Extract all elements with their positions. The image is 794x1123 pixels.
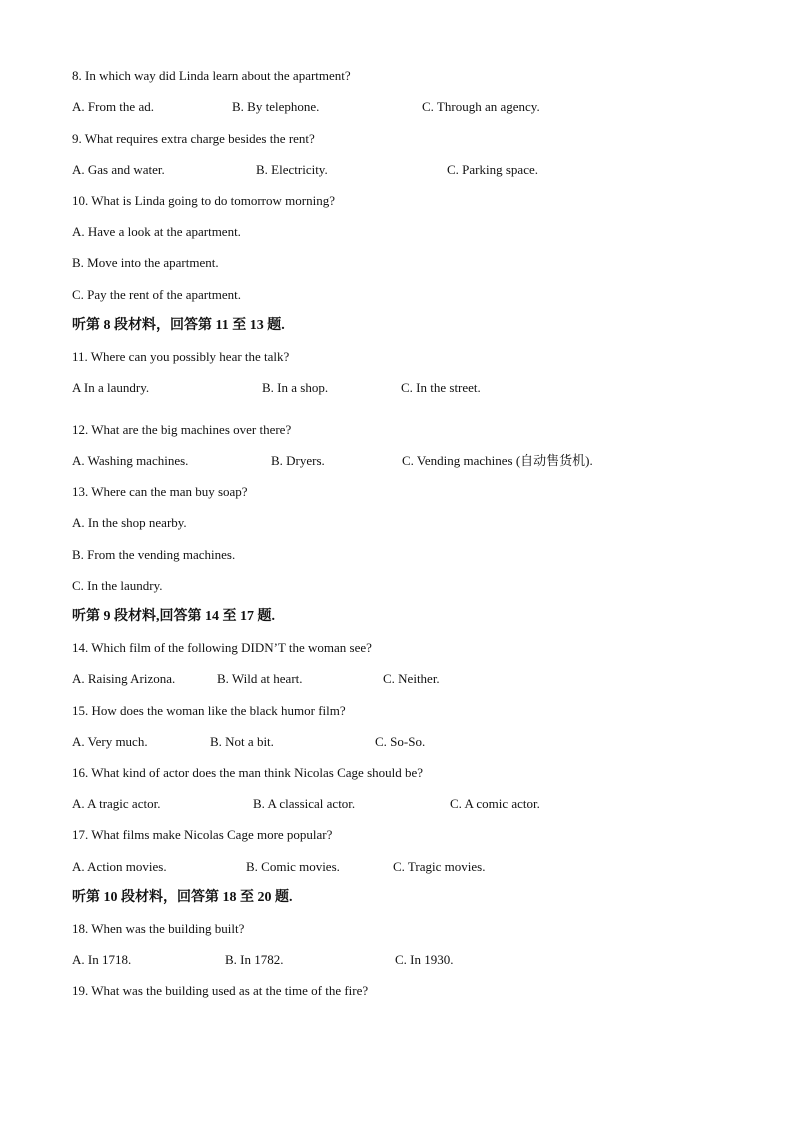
q11-option-a: A In a laundry. [72, 380, 150, 395]
section-heading-10: 听第 10 段材料，回答第 18 至 20 题. [72, 890, 293, 905]
q11-option-b: B. In a shop. [262, 380, 329, 395]
q17-option-b: B. Comic movies. [246, 859, 340, 874]
q16-option-c: C. A comic actor. [450, 796, 540, 811]
q15-option-a: A. Very much. [72, 734, 148, 749]
q17-option-a: A. Action movies. [72, 859, 167, 874]
q18-option-b: B. In 1782. [225, 952, 284, 967]
question-12: 12. What are the big machines over there? [72, 422, 292, 437]
q10-option-c: C. Pay the rent of the apartment. [72, 287, 241, 302]
q9-option-b: B. Electricity. [256, 162, 328, 177]
q13-option-c: C. In the laundry. [72, 578, 163, 593]
section-heading-8: 听第 8 段材料，回答第 11 至 13 题. [72, 318, 285, 333]
q13-option-b: B. From the vending machines. [72, 547, 236, 562]
q12-option-c: C. Vending machines (自动售货机). [402, 453, 593, 468]
q18-option-c: C. In 1930. [395, 952, 454, 967]
q8-option-a: A. From the ad. [72, 99, 154, 114]
q9-option-a: A. Gas and water. [72, 162, 165, 177]
q13-option-a: A. In the shop nearby. [72, 515, 187, 530]
q16-option-a: A. A tragic actor. [72, 796, 161, 811]
q16-option-b: B. A classical actor. [253, 796, 356, 811]
q8-option-b: B. By telephone. [232, 99, 320, 114]
q10-option-a: A. Have a look at the apartment. [72, 224, 241, 239]
question-9: 9. What requires extra charge besides the rent? [72, 131, 315, 146]
q17-option-c: C. Tragic movies. [393, 859, 486, 874]
question-11: 11. Where can you possibly hear the talk? [72, 349, 290, 364]
q14-option-b: B. Wild at heart. [217, 671, 303, 686]
q10-option-b: B. Move into the apartment. [72, 255, 219, 270]
q9-option-c: C. Parking space. [447, 162, 538, 177]
q18-option-a: A. In 1718. [72, 952, 132, 967]
question-14: 14. Which film of the following DIDN’T the woman see? [72, 640, 372, 655]
question-10: 10. What is Linda going to do tomorrow morning? [72, 193, 335, 208]
question-19: 19. What was the building used as at the time of the fire? [72, 983, 369, 998]
question-18: 18. When was the building built? [72, 921, 245, 936]
q15-option-b: B. Not a bit. [210, 734, 274, 749]
q12-option-b: B. Dryers. [271, 453, 325, 468]
question-8: 8. In which way did Linda learn about the apartment? [72, 68, 351, 83]
q11-option-c: C. In the street. [401, 380, 481, 395]
q12-option-a: A. Washing machines. [72, 453, 189, 468]
q14-option-a: A. Raising Arizona. [72, 671, 176, 686]
q15-option-c: C. So-So. [375, 734, 426, 749]
q14-option-c: C. Neither. [383, 671, 440, 686]
section-heading-9: 听第 9 段材料,回答第 14 至 17 题. [72, 609, 275, 624]
question-15: 15. How does the woman like the black humor film? [72, 703, 346, 718]
question-17: 17. What films make Nicolas Cage more popular? [72, 827, 333, 842]
question-16: 16. What kind of actor does the man think Nicolas Cage should be? [72, 765, 424, 780]
q8-option-c: C. Through an agency. [422, 99, 540, 114]
question-13: 13. Where can the man buy soap? [72, 484, 248, 499]
